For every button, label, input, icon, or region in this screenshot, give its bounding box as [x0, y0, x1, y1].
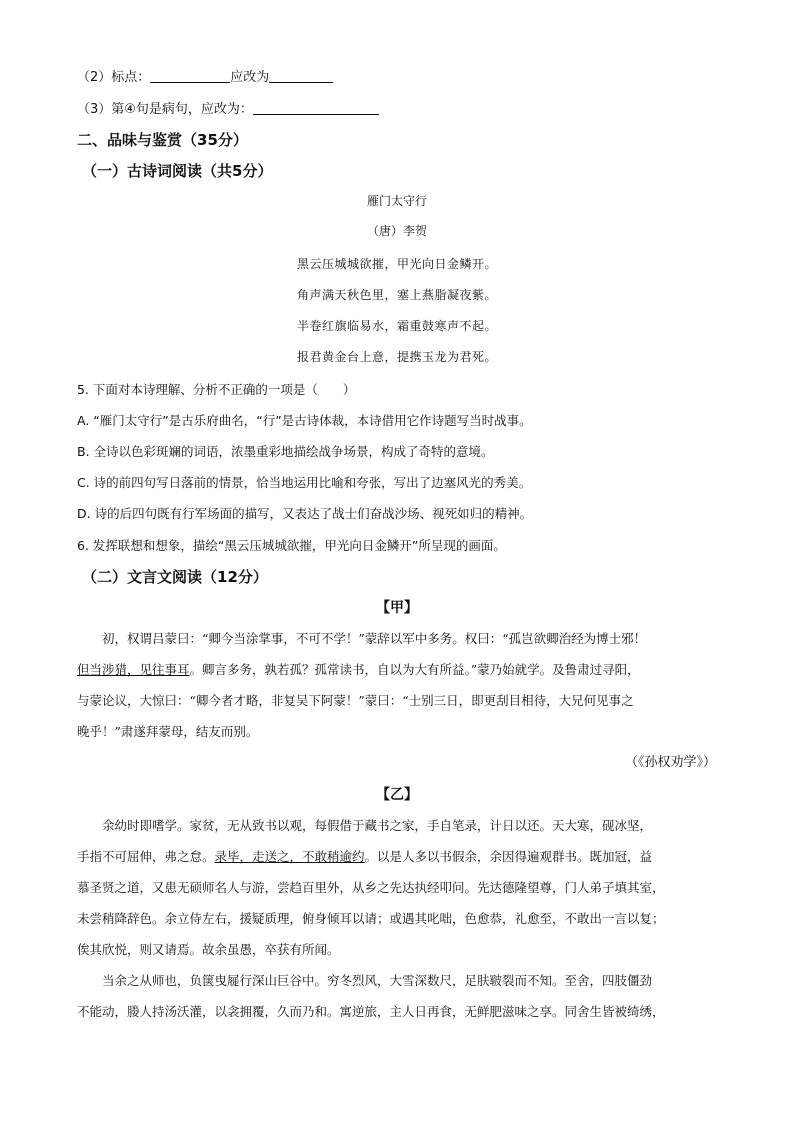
- option-a[interactable]: A. “雁门太守行”是古乐府曲名，“行”是古诗体裁，本诗借用它作诗题写当时战事。: [77, 413, 532, 428]
- answer-blank[interactable]: [269, 69, 333, 83]
- question-5-stem: 5. 下面对本诗理解、分析不正确的一项是（ ）: [77, 382, 356, 397]
- passage-line: 余幼时即嗜学。家贫，无从致书以观，每假借于藏书之家，手自笔录，计日以还。天大寒，砚冰坚，: [102, 818, 653, 833]
- option-c[interactable]: C. 诗的前四句写日落前的情景，恰当地运用比喻和夸张，写出了边塞风光的秀美。: [77, 475, 532, 490]
- question-2: [77, 69, 333, 87]
- poem-title: 雁门太守行: [366, 194, 427, 208]
- passage-text: 。卿言多务，孰若孤？孤常读书，自以为大有所益。”蒙乃始就学。及鲁肃过寻阳，: [189, 662, 640, 677]
- poem-line: 半卷红旗临易水，霜重鼓寒声不起。: [296, 319, 497, 333]
- question-6-stem: 6. 发挥联想和想象，描绘“黑云压城城欲摧，甲光向日金鳞开”所呈现的画面。: [77, 538, 506, 553]
- section-title: 二、品味与鉴赏（35分）: [77, 131, 248, 149]
- passage-source: （《孙权劝学》）: [624, 755, 716, 770]
- poem-line: 报君黄金台上意，提携玉龙为君死。: [296, 350, 497, 364]
- passage-line: 俟其欣悦，则又请焉。故余虽愚，卒获有所闻。: [77, 942, 340, 957]
- poem-line: 黑云压城城欲摧，甲光向日金鳞开。: [296, 257, 497, 271]
- passage-line: 与蒙论议，大惊曰：“卿今者才略，非复吴下阿蒙！”蒙曰：“士别三日，即更刮目相待，大兄何见事之: [77, 693, 634, 708]
- option-d[interactable]: D. 诗的后四句既有行军场面的描写，又表达了战士们奋战沙场、视死如归的精神。: [77, 506, 533, 521]
- underlined-sentence: 录毕，走送之，不敢稍逾约: [214, 849, 365, 864]
- answer-blank[interactable]: [253, 101, 379, 115]
- passage-line: 初，权谓吕蒙曰：“卿今当涂掌事，不可不学！”蒙辞以军中多务。权曰：“孤岂欲卿治经为博士邪！: [102, 631, 647, 646]
- q2-prefix: （2）标点：: [77, 70, 151, 85]
- subsection-title: （一）古诗词阅读（共5分）: [82, 162, 273, 180]
- option-b[interactable]: B. 全诗以色彩斑斓的词语，浓墨重彩地描绘战争场景，构成了奇特的意境。: [77, 444, 494, 459]
- passage-line: 当余之从师也，负箧曳屣行深山巨谷中。穷冬烈风，大雪深数尺，足肤皲裂而不知。至舍，四肢僵劲: [102, 973, 653, 988]
- question-3: [77, 101, 379, 119]
- underlined-sentence: 但当涉猎，见往事耳: [77, 662, 190, 677]
- passage-line: 慕圣贤之道，又患无硕师名人与游，尝趋百里外，从乡之先达执经叩问。先达德隆望尊，门人弟子填其室，: [77, 880, 665, 895]
- passage-mark-jia: 【甲】: [376, 600, 418, 616]
- passage-mark-yi: 【乙】: [376, 787, 418, 803]
- passage-line: 未尝稍降辞色。余立侍左右，援疑质理，俯身倾耳以请；或遇其叱咄，色愈恭，礼愈至，不敢出一言以复；: [77, 911, 665, 926]
- passage-line: 晚乎！”肃遂拜蒙母，结友而别。: [77, 724, 259, 739]
- passage-line: [77, 848, 717, 866]
- q3-prefix: （3）第④句是病句，应改为：: [77, 102, 253, 117]
- passage-text: 。以是人多以书假余，余因得遍观群书。既加冠，益: [364, 849, 653, 864]
- passage-text: 手指不可屈伸，弗之怠。: [77, 849, 215, 864]
- passage-line: [77, 661, 717, 679]
- subsection-title: （二）文言文阅读（12分）: [82, 568, 268, 586]
- answer-blank[interactable]: [150, 69, 230, 83]
- poem-line: 角声满天秋色里，塞上燕脂凝夜紫。: [296, 288, 497, 302]
- q2-middle: 应改为: [230, 70, 270, 85]
- passage-line: 不能动，媵人持汤沃灌，以衾拥覆，久而乃和。寓逆旅，主人日再食，无鲜肥滋味之享。同舍生皆被绮绣，: [77, 1004, 665, 1019]
- poem-author: （唐）李贺: [366, 224, 427, 238]
